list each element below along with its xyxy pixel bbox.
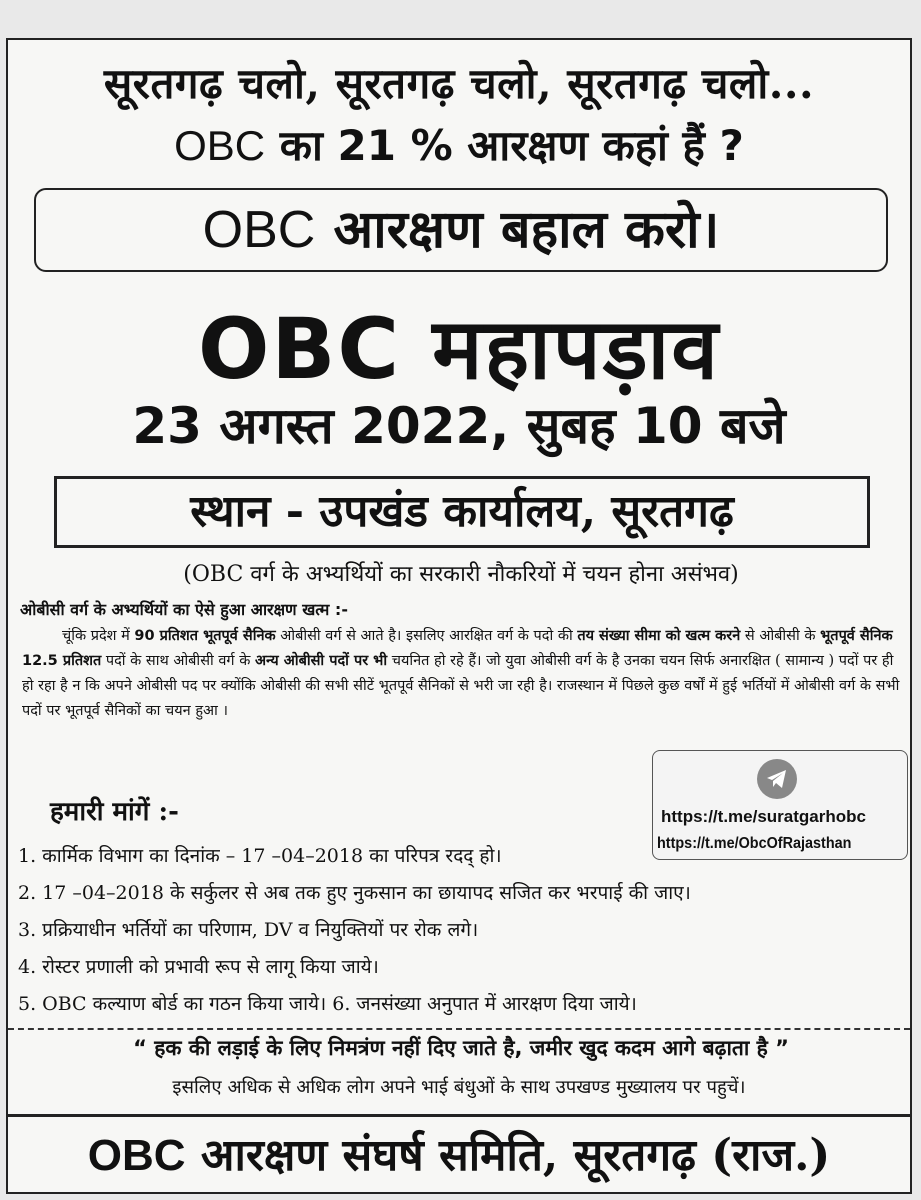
para-bold-2: तय संख्या सीमा को खत्म करने — [577, 628, 741, 644]
demands-title: हमारी मांगें :- — [50, 797, 179, 827]
quote-line: “ हक की लड़ाई के लिए निमत्रंण नहीं दिए जाते है, जमीर खुद कदम आगे बढ़ाता है ” — [133, 1036, 789, 1060]
demand-item: 3. प्रक्रियाधीन भर्तियों का परिणाम, DV व नियुक्तियों पर रोक लगे। — [18, 919, 479, 941]
appeal-line: इसलिए अधिक से अधिक लोग अपने भाई बंधुओं के साथ उपखण्ड मुख्यालय पर पहुचें। — [172, 1077, 746, 1098]
para-bold-3: भूतपूर्व सैनिक 12.5 प्रतिशत — [22, 628, 893, 669]
para-bold-1: 90 प्रतिशत भूतपूर्व सैनिक — [134, 628, 276, 644]
para-part-5: चयनित हो रहे हैं। जो युवा ओबीसी वर्ग के है उनका चयन सिर्फ अनारक्षित ( सामान्य ) पदों पर ही हो रहा है न कि अपने ओबीसी पद पर क्योंकि ओबीसी की सभी सीटें भूतपूर्व सैनिकों से भरी जा रही है। राजस्थान में पिछले कुछ वर्षों में हुई भर्तियों में ओबीसी वर्ग के सभी पदों पर भूतपूर्व सैनिकों का चयन हुआ । — [22, 653, 900, 719]
demand-item: 4. रोस्टर प्रणाली को प्रभावी रूप से लागू किया जाये। — [18, 956, 379, 978]
demand-item: 2. 17 –04–2018 के सर्कुलर से अब तक हुए नुकसान का छायापद सजित कर भरपाई की जाए। — [18, 882, 691, 904]
rally-call-heading: सूरतगढ़ चलो, सूरतगढ़ चलो, सूरतगढ़ चलो... — [103, 59, 815, 108]
explanation-paragraph — [22, 624, 902, 724]
question-obc: OBC — [174, 122, 266, 169]
event-date: 23 अगस्त 2022, सुबह 10 बजे — [132, 397, 786, 455]
telegram-link-rajasthan[interactable]: https://t.me/ObcOfRajasthan — [657, 835, 852, 852]
para-part-2: ओबीसी वर्ग से आते है। इसलिए आरक्षित वर्ग के पदो की — [280, 628, 573, 644]
restore-reservation-box — [34, 188, 888, 272]
restore-text: आरक्षण बहाल करो। — [333, 200, 720, 260]
para-part-1: चूंकि प्रदेश में — [62, 628, 130, 644]
reservation-question — [8, 116, 910, 173]
demands-list — [18, 838, 898, 1023]
question-text: का 21 % आरक्षण कहां हैं ? — [279, 121, 744, 170]
demand-item: 5. OBC कल्याण बोर्ड का गठन किया जाये। 6. जनसंख्या अनुपात में आरक्षण दिया जाये। — [18, 993, 637, 1015]
venue-box: स्थान - उपखंड कार्यालय, सूरतगढ़ — [54, 476, 870, 548]
explanation-subhead: ओबीसी वर्ग के अभ्यर्थियों का ऐसे हुआ आरक्षण खत्म :- — [20, 600, 348, 619]
telegram-link-suratgarh[interactable]: https://t.me/suratgarhobc — [661, 807, 866, 826]
footer-obc: OBC — [87, 1131, 186, 1180]
demand-item: 1. कार्मिक विभाग का दिनांक – 17 –04–2018 का परिपत्र रदद् हो। — [18, 845, 502, 867]
quote-block — [8, 1028, 910, 1098]
para-bold-4: अन्य ओबीसी पदों पर भी — [254, 653, 388, 669]
poster — [6, 38, 912, 1194]
organizer-footer — [8, 1114, 910, 1197]
telegram-icon — [757, 759, 797, 799]
para-part-3: से ओबीसी के — [744, 628, 816, 644]
mahapadav-title: OBC महापड़ाव — [197, 300, 721, 398]
restore-obc: OBC — [202, 201, 316, 259]
para-part-4: पदों के साथ ओबीसी वर्ग के — [105, 653, 251, 669]
footer-org-name: आरक्षण संघर्ष समिति, सूरतगढ़ (राज.) — [200, 1130, 831, 1181]
impossible-selection-note: (OBC वर्ग के अभ्यर्थियों का सरकारी नौकरियों में चयन होना असंभव) — [183, 562, 739, 587]
